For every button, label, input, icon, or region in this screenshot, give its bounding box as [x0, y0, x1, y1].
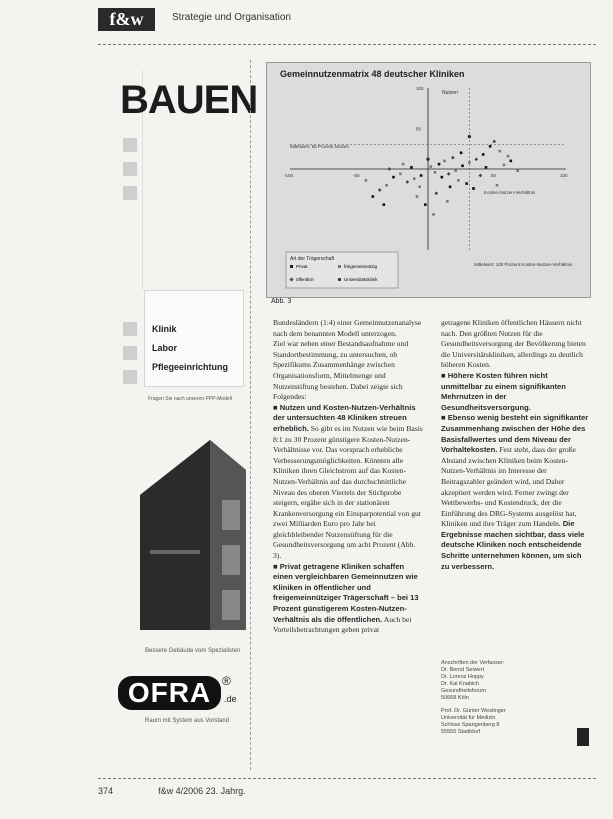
data-point: [432, 213, 435, 216]
issue-info: f&w 4/2006 23. Jahrg.: [158, 786, 246, 796]
author-line: 50668 Köln: [441, 695, 469, 701]
data-point: [461, 164, 464, 167]
data-point: [372, 195, 375, 198]
data-point: [438, 163, 441, 166]
ad-item-klinik: Klinik: [152, 324, 177, 334]
ad-square: [123, 346, 137, 360]
ad-panel-2: [144, 290, 244, 387]
data-point: [496, 184, 499, 187]
data-point: [479, 174, 483, 178]
chart-title: Gemeinnutzenmatrix 48 deutscher Kliniken: [280, 69, 465, 79]
data-point: [388, 167, 392, 171]
paragraph: Ziel war neben einer Bestandsaufnahme und Standortbestimmung, zu untersuchen, ob Spezifikums Zusammenhänge zwischen Organisationsform, Mittelmenge und Nutzenstiftung bestehen. Dabei zeigte sich Folgendes:: [273, 339, 409, 402]
ad-square: [123, 322, 137, 336]
data-point: [392, 176, 395, 179]
data-point: [418, 186, 421, 189]
legend-marker-privat: [290, 265, 293, 268]
x-tick-label: 50: [491, 173, 497, 178]
data-point: [474, 157, 478, 161]
author-line: Dr. Bernd Seiwert: [441, 667, 485, 673]
author-line: 55555 Stadtdorf: [441, 729, 481, 735]
paragraph: So gibt es im Nutzen wie beim Basis 8:1 zu 30 Prozent günstigere Kosten-Nutzen-Verhältnisse vor. Das vorsprach erhebliche Verbesserungsmöglichkeiten. Könnten alle Kliniken ihren Gleichstrom auf das Kosten-Nutzen-Verhältnis auf das durchschnittliche Niveau des oberen Viertels der Stichprobe steigern, ergäbe sich in der stationären Krankenversorgung ein Einsparpotential von gut zwei Milliarden Euro pro Jahr bei gleichbleibender Nutzenstiftung für die Gesundheitsversorgung um acht Prozent (Abb. 3).: [273, 423, 423, 561]
data-point: [516, 169, 519, 172]
footer: [98, 786, 246, 796]
legend-oeff: öffentlich: [296, 277, 314, 282]
data-point: [507, 155, 510, 158]
legend-marker-frei: [338, 265, 341, 268]
y-tick-label: 100: [416, 86, 424, 91]
data-point: [492, 140, 496, 144]
registered-mark: ®: [222, 674, 231, 688]
data-point: [468, 161, 471, 164]
x-axis-label: Kosten-Nutzen-Verhältnis: [484, 190, 536, 195]
author-line: Schloss Spangenberg 8: [441, 722, 500, 728]
data-point: [383, 203, 386, 206]
data-point: [402, 163, 405, 166]
data-point: [447, 172, 451, 176]
article-column-2: getragene Kliniken öffentlichen Häusern nicht nach. Den größten Nutzen für die Gesundheitsversorgung der Bevölkerung bieten die Universitätskliniken, allerdings zu deutlich höheren Kosten. ■ Höhere Kosten führen nicht unmittelbar zu einem signifikanten Mehrnutzen in der Gesundheitsversorgung. ■ Ebenso wenig besteht ein signifikanter Zusammenhang zwischen der Höhe des Basisfallwertes und dem Niveau der Vorhaltekosten. Fest steht, dass der große Abstand zwischen Kliniken beim Kosten-Nutzen-Verhältnis im Interesse der Beitragszahler geändert wird, und Daher akzeptiert werden wird. Ferner zwingt der Wettbewerbs- und Kostendruck, der die Einführung des DRG-Systems ausgelöst hat, Kliniken und ihre Träger zum Handeln. Die Ergebnisse machen sichtbar, dass viele deutsche Kliniken noch entscheidende Schritte unternehmen können, um sich zu verbessern.: [441, 318, 591, 572]
data-point: [426, 158, 429, 161]
ad-slogan: Bessere Gebäude vom Spezialisten: [145, 648, 241, 654]
bold-finding: Nutzen und Kosten-Nutzen-Verhältnis der untersuchten 48 Kliniken streuen erheblich.: [273, 402, 416, 433]
paragraph: Auch bei Vorteilsbetrachtungen geben privat: [273, 614, 412, 635]
data-point: [434, 171, 437, 174]
ad-headline: BAUEN: [120, 78, 258, 122]
x-tick-label: 100: [560, 173, 568, 178]
paragraph: Bundesländern (1:4) einer Gemeinnutzenanalyse nach dem benannten Modell unterzogen.: [273, 318, 422, 338]
mean-annotation-2: Mittelwert: 100 Prozent Kosten-Nutzen-Verhältnis: [474, 262, 573, 267]
data-point: [454, 169, 457, 172]
legend-privat: Privat: [296, 264, 308, 269]
data-point: [449, 186, 452, 189]
data-point: [446, 200, 449, 203]
paragraph: Fest steht, dass der große Abstand zwischen Kliniken beim Kosten-Nutzen-Verhältnis im Interesse der Beitragszahler geändert wird, und Daher akzeptiert werden wird. Ferner zwingt der Wettbewerbs- und Kostendruck, der die Einführung des DRG-Systems ausgelöst hat, Kliniken und ihre Träger zum Handeln.: [441, 445, 577, 529]
data-point: [410, 166, 413, 169]
data-point: [429, 165, 432, 168]
data-point: [489, 145, 492, 148]
bold-finding: Höhere Kosten führen nicht unmittelbar zu einem signifikanten Mehrnutzen in der Gesundheitsversorgung.: [441, 370, 566, 412]
data-point: [468, 135, 471, 138]
author-line: Dr. Kai Knabich: [441, 681, 479, 687]
data-point: [443, 160, 446, 163]
data-point: [378, 188, 382, 192]
ad-square: [123, 138, 137, 152]
legend-title: Art der Trägerschaft: [290, 256, 335, 262]
data-point: [399, 173, 402, 176]
legend-marker-uni: [338, 278, 341, 281]
data-point: [451, 156, 455, 160]
author-line: Universität für Medizin: [441, 715, 496, 721]
header-rule: [98, 44, 596, 45]
bold-finding: Ebenso wenig besteht ein signifikanter Zusammenhang zwischen der Höhe des Basisfallwertes und dem Niveau der Vorhaltekosten.: [441, 413, 589, 455]
legend-uni: Universitätsklinik: [344, 277, 378, 282]
data-point: [485, 166, 488, 169]
data-point: [472, 187, 475, 190]
data-point: [510, 160, 513, 163]
x-tick-label: -100: [284, 173, 294, 178]
data-point: [441, 176, 444, 179]
ad-item-pflege: Pflegeeinrichtung: [152, 362, 229, 372]
data-point: [413, 177, 416, 180]
data-point: [424, 203, 427, 206]
ad-claim: Raum mit System aus Vorstand: [145, 718, 230, 724]
ad-square: [123, 370, 137, 384]
author-addresses: [441, 660, 591, 736]
paragraph: getragene Kliniken öffentlichen Häusern nicht nach. Den größten Nutzen für die Gesundheitsversorgung der Bevölkerung bieten die Universitätskliniken, allerdings zu deutlich höheren Kosten.: [441, 318, 586, 370]
footer-rule: [98, 778, 596, 779]
data-point: [498, 150, 501, 153]
ad-item-labor: Labor: [152, 343, 178, 353]
author-line: Prof. Dr. Günter Westinger: [441, 708, 506, 714]
building-photo: [140, 440, 246, 630]
data-point: [465, 182, 468, 185]
figure-caption: Abb. 3: [271, 298, 292, 305]
y-axis-label: Nutzen: [442, 90, 458, 96]
end-mark: [577, 728, 589, 746]
data-point: [434, 191, 438, 195]
data-point: [503, 164, 506, 167]
author-line: Dr. Lorenz Hoppy: [441, 674, 484, 680]
legend-frei: freigemeinnützig: [344, 264, 378, 269]
author-line: Gesundheitsforum: [441, 688, 486, 694]
data-point: [457, 179, 460, 182]
mean-annotation: Mittelwert: 50 Prozent Nutzen: [290, 144, 350, 149]
journal-logo: f&w: [98, 8, 155, 31]
data-point: [460, 152, 463, 155]
ad-square: [123, 186, 137, 200]
data-point: [385, 184, 388, 187]
article-column-1: Bundesländern (1:4) einer Gemeinnutzenanalyse nach dem benannten Modell unterzogen. Ziel war neben einer Bestandsaufnahme und Standortbestimmung, zu untersuchen, ob Spezifikums Zusammenhänge zwischen Organisationsform, Mittelmenge und Nutzenstiftung bestehen. Dabei zeigte sich Folgendes: ■ Nutzen und Kosten-Nutzen-Verhältnis der untersuchten 48 Kliniken streuen erheblich. So gibt es im Nutzen wie beim Basis 8:1 zu 30 Prozent günstigere Kosten-Nutzen-Verhältnisse vor. Das vorsprach erhebliche Verbesserungsmöglichkeiten. Könnten alle Kliniken ihren Gleichstrom auf das Kosten-Nutzen-Verhältnis auf das durchschnittliche Niveau des oberen Viertels der Stichprobe steigern, ergäbe sich in der stationären Krankenversorgung ein Einsparpotential von gut zwei Milliarden Euro pro Jahr bei gleichbleibender Nutzenstiftung für die Gesundheitsversorgung um acht Prozent (Abb. 3). ■ Privat getragene Kliniken schaffen einen vergleichbaren Gemeinnutzen wie Kliniken in öffentlicher und freigemeinnütziger Trägerschaft – bei 13 Prozent günstigerem Kosten-Nutzen-Verhältnis als die öffentlichen. Auch bei Vorteilsbetrachtungen geben privat: [273, 318, 423, 635]
x-tick-label: -50: [353, 173, 360, 178]
section-title: Strategie und Organisation: [172, 12, 291, 23]
data-point: [416, 195, 419, 198]
authors-heading: Anschriften der Verfasser:: [441, 660, 505, 666]
ad-tagline: Fragen Sie nach unseren PPP-Modell: [148, 396, 232, 402]
scatter-chart: [266, 80, 589, 294]
data-point: [365, 179, 368, 182]
bold-finding: Die Ergebnisse machen sichtbar, dass viele deutsche Kliniken noch entscheidende Schritte unternehmen können, um sich zu verbessern.: [441, 519, 585, 571]
column-divider: [250, 60, 251, 770]
page-number: 374: [98, 786, 114, 796]
data-point: [482, 153, 485, 156]
data-point: [405, 180, 409, 184]
data-point: [420, 174, 423, 177]
ad-square: [123, 162, 137, 176]
y-tick-label: 50: [416, 126, 422, 132]
ofra-logo: OFRA: [118, 676, 221, 710]
ofra-domain: .de: [224, 694, 237, 704]
bold-finding: Privat getragene Kliniken schaffen einen vergleichbaren Gemeinnutzen wie Kliniken in öffentlicher und freigemeinnütziger Trägerschaft – bei 13 Prozent günstigerem Kosten-Nutzen-Verhältnis als die öffentlichen.: [273, 561, 419, 624]
